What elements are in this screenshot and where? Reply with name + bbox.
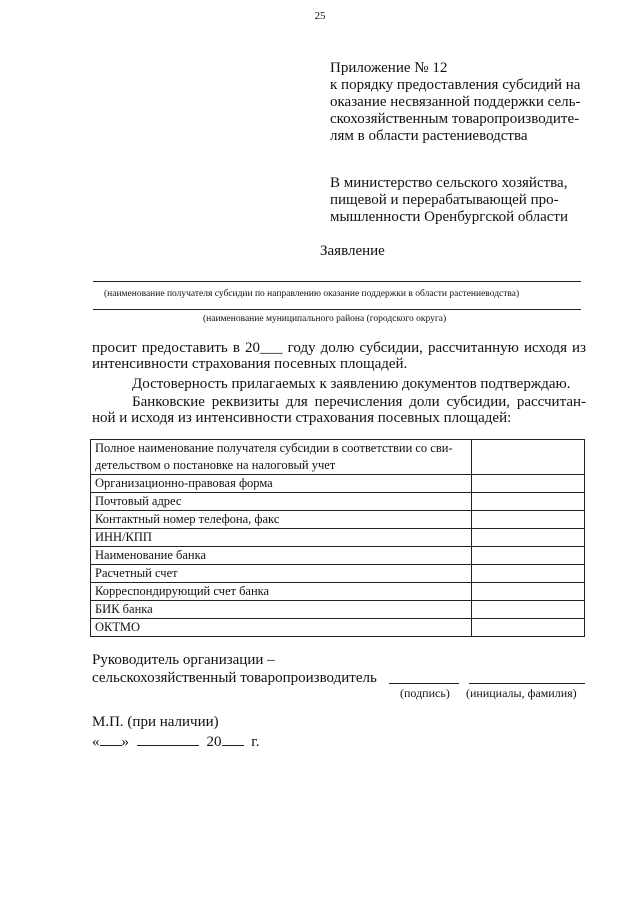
appendix-heading: [330, 60, 590, 145]
appendix-line: скохозяйственным товаропроизводите-: [330, 111, 580, 127]
table-row-label: Почтовый адрес: [91, 493, 472, 511]
recipient-fill-line: [93, 281, 581, 282]
date-line: [92, 733, 259, 751]
document-title: Заявление: [320, 243, 385, 259]
table-row: [91, 440, 585, 475]
table-row-label: Наименование банка: [91, 547, 472, 565]
signature-fill-line[interactable]: [389, 683, 459, 684]
addressee-line: мышленности Оренбургской области: [330, 209, 569, 225]
date-open-quote: «: [92, 734, 100, 750]
addressee-line: В министерство сельского хозяйства,: [330, 175, 568, 191]
table-row-value[interactable]: [472, 565, 585, 583]
request-paragraph: [92, 340, 586, 372]
appendix-line: лям в области растениеводства: [330, 128, 528, 144]
appendix-line: к порядку предоставления субсидий на: [330, 77, 581, 93]
table-row-value[interactable]: [472, 440, 585, 475]
recipient-caption: (наименование получателя субсидии по направлению оказание поддержки в области растениеводства): [104, 289, 520, 299]
head-title-line: Руководитель организации –: [92, 652, 275, 668]
table-row: [91, 493, 585, 511]
addressee: [330, 175, 590, 226]
bank-paragraph: [92, 394, 586, 426]
name-caption: (инициалы, фамилия): [466, 686, 577, 700]
table-row-label: БИК банка: [91, 601, 472, 619]
table-row: [91, 583, 585, 601]
page-number: 25: [314, 10, 326, 22]
table-row-label: Контактный номер телефона, факс: [91, 511, 472, 529]
district-fill-line: [93, 309, 581, 310]
table-row-value[interactable]: [472, 511, 585, 529]
name-fill-line[interactable]: [469, 683, 585, 684]
table-row-value[interactable]: [472, 547, 585, 565]
bank-line: Банковские реквизиты для перечисления доли субсидии, рассчитан-: [132, 394, 586, 410]
bank-line: ной и исходя из интенсивности страхования посевных площадей:: [92, 410, 512, 426]
month-blank[interactable]: [137, 733, 199, 746]
date-year-prefix: 20: [206, 734, 222, 750]
table-row: [91, 547, 585, 565]
confirm-paragraph: [92, 376, 586, 392]
request-line: интенсивности страхования посевных площадей.: [92, 356, 408, 372]
table-row-label: Расчетный счет: [91, 565, 472, 583]
district-caption: (наименование муниципального района (городского округа): [203, 314, 447, 324]
day-blank[interactable]: [100, 733, 122, 746]
table-row-label: ИНН/КПП: [91, 529, 472, 547]
stamp-note: М.П. (при наличии): [92, 714, 219, 730]
request-line: просит предоставить в 20___ году долю субсидии, рассчитанную исходя из: [92, 340, 586, 356]
row-label-line: Полное наименование получателя субсидии в соответствии со сви-: [95, 441, 453, 455]
confirm-line: Достоверность прилагаемых к заявлению документов подтверждаю.: [132, 376, 571, 392]
date-suffix: г.: [251, 734, 260, 750]
table-row: [91, 601, 585, 619]
table-row-value[interactable]: [472, 583, 585, 601]
table-row-label: Корреспондирующий счет банка: [91, 583, 472, 601]
table-row: [91, 475, 585, 493]
date-close-quote: »: [121, 734, 129, 750]
table-row-value[interactable]: [472, 529, 585, 547]
table-row-label: ОКТМО: [91, 619, 472, 637]
table-row: [91, 565, 585, 583]
table-row: [91, 529, 585, 547]
bank-details-table: [90, 439, 585, 637]
appendix-title: Приложение № 12: [330, 60, 448, 76]
signature-caption: (подпись): [400, 686, 450, 700]
table-row: [91, 511, 585, 529]
table-row: [91, 619, 585, 637]
head-title-line: сельскохозяйственный товаропроизводитель: [92, 670, 377, 686]
addressee-line: пищевой и перерабатывающей про-: [330, 192, 559, 208]
year-blank[interactable]: [222, 733, 244, 746]
appendix-line: оказание несвязанной поддержки сель-: [330, 94, 581, 110]
table-row-value[interactable]: [472, 493, 585, 511]
table-row-value[interactable]: [472, 601, 585, 619]
table-row-label: [91, 440, 472, 475]
table-row-value[interactable]: [472, 619, 585, 637]
row-label-line: детельством о постановке на налоговый учет: [95, 458, 336, 472]
table-row-label: Организационно-правовая форма: [91, 475, 472, 493]
table-row-value[interactable]: [472, 475, 585, 493]
